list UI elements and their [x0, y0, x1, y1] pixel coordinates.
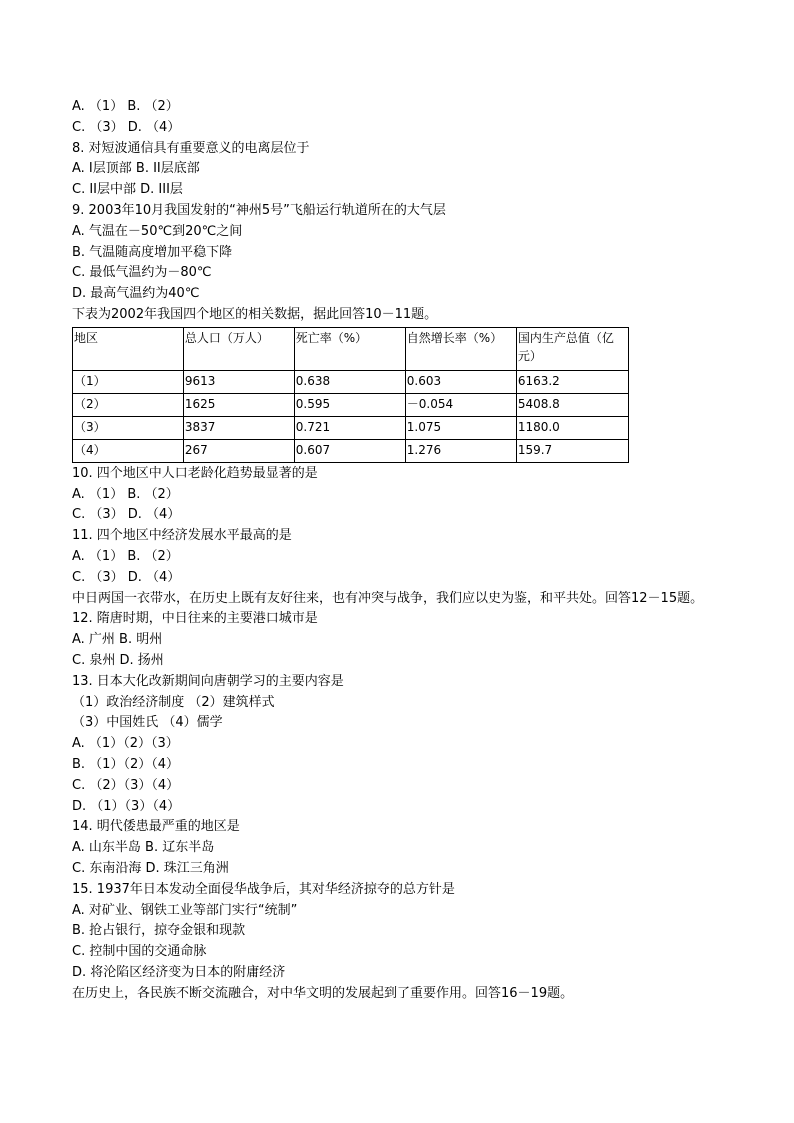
passage-intro: 在历史上，各民族不断交流融合，对中华文明的发展起到了重要作用。回答16－19题。	[72, 985, 574, 1001]
table-row	[73, 370, 629, 393]
text-line: A. 广州 B. 明州	[72, 632, 163, 648]
text-line: C. （2）（3）（4）	[72, 777, 180, 793]
table-cell: （4）	[73, 439, 184, 462]
table-cell: 1.276	[405, 439, 516, 462]
table-row	[73, 393, 629, 416]
table-header-cell: 总人口（万人）	[183, 327, 294, 370]
text-line: D. 将沦陷区经济变为日本的附庸经济	[72, 964, 286, 980]
table-row	[73, 416, 629, 439]
text-line: C. （3） D. （4）	[72, 507, 181, 523]
text-line: D. 最高气温约为40℃	[72, 286, 200, 302]
table-cell: 1180.0	[516, 416, 628, 439]
question-11: 11. 四个地区中经济发展水平最高的是	[72, 528, 292, 544]
table-cell: 9613	[183, 370, 294, 393]
table-row	[73, 439, 629, 462]
table-header-cell: 死亡率（%）	[294, 327, 405, 370]
text-line: （1）政治经济制度 （2）建筑样式	[72, 694, 275, 710]
table-header-cell: 地区	[73, 327, 184, 370]
text-line: A. I层顶部 B. II层底部	[72, 161, 200, 177]
table-cell: 0.607	[294, 439, 405, 462]
text-line: （3）中国姓氏 （4）儒学	[72, 715, 223, 731]
text-line: A. （1）（2）（3）	[72, 736, 179, 752]
text-line: C. II层中部 D. III层	[72, 182, 183, 198]
table-cell: （1）	[73, 370, 184, 393]
passage-paragraph: 中日两国一衣带水，在历史上既有友好往来，也有冲突与战争，我们应以史为鉴，和平共处。回答12－15题。	[72, 590, 704, 606]
table-cell: 0.638	[294, 370, 405, 393]
text-line: C. 东南沿海 D. 珠江三角洲	[72, 860, 229, 876]
text-line: A. 对矿业、钢铁工业等部门实行“统制”	[72, 902, 298, 918]
table-cell: （2）	[73, 393, 184, 416]
table-header-cell: 国内生产总值（亿元）	[516, 327, 628, 370]
table-cell: 5408.8	[516, 393, 628, 416]
region-data-table	[72, 327, 629, 463]
table-cell: （3）	[73, 416, 184, 439]
table-cell: 1.075	[405, 416, 516, 439]
table-header-row	[73, 327, 629, 370]
text-line: B. 气温随高度增加平稳下降	[72, 244, 233, 260]
table-cell: 6163.2	[516, 370, 628, 393]
text-line: C. （3） D. （4）	[72, 569, 181, 585]
text-line: C. 控制中国的交通命脉	[72, 944, 207, 960]
text-line: C. （3） D. （4）	[72, 119, 181, 135]
table-cell: 267	[183, 439, 294, 462]
question-8: 8. 对短波通信具有重要意义的电离层位于	[72, 140, 310, 156]
question-15: 15. 1937年日本发动全面侵华战争后，其对华经济掠夺的总方针是	[72, 881, 455, 897]
text-line: A. （1） B. （2）	[72, 99, 179, 114]
question-10: 10. 四个地区中人口老龄化趋势最显著的是	[72, 465, 318, 481]
question-14: 14. 明代倭患最严重的地区是	[72, 819, 240, 835]
text-line: A. 山东半岛 B. 辽东半岛	[72, 840, 215, 856]
table-header-cell: 自然增长率（%）	[405, 327, 516, 370]
question-13: 13. 日本大化改新期间向唐朝学习的主要内容是	[72, 673, 344, 689]
text-line: C. 泉州 D. 扬州	[72, 652, 164, 668]
table-intro: 下表为2002年我国四个地区的相关数据，据此回答10－11题。	[72, 306, 438, 322]
text-line: B. 抢占银行，掠夺金银和现款	[72, 923, 246, 939]
text-line: B. （1）（2）（4）	[72, 756, 179, 772]
table-cell: 3837	[183, 416, 294, 439]
text-line: A. 气温在－50℃到20℃之间	[72, 223, 243, 239]
exam-page	[72, 97, 732, 1004]
table-cell: －0.054	[405, 393, 516, 416]
question-12: 12. 隋唐时期，中日往来的主要港口城市是	[72, 611, 318, 627]
table-cell: 0.603	[405, 370, 516, 393]
table-cell: 159.7	[516, 439, 628, 462]
question-9: 9. 2003年10月我国发射的“神州5号”飞船运行轨道所在的大气层	[72, 202, 446, 218]
text-line: A. （1） B. （2）	[72, 548, 179, 564]
table-cell: 0.595	[294, 393, 405, 416]
text-line: A. （1） B. （2）	[72, 486, 179, 502]
table-cell: 1625	[183, 393, 294, 416]
text-line: D. （1）（3）（4）	[72, 798, 181, 814]
table-cell: 0.721	[294, 416, 405, 439]
text-line: C. 最低气温约为－80℃	[72, 265, 212, 281]
